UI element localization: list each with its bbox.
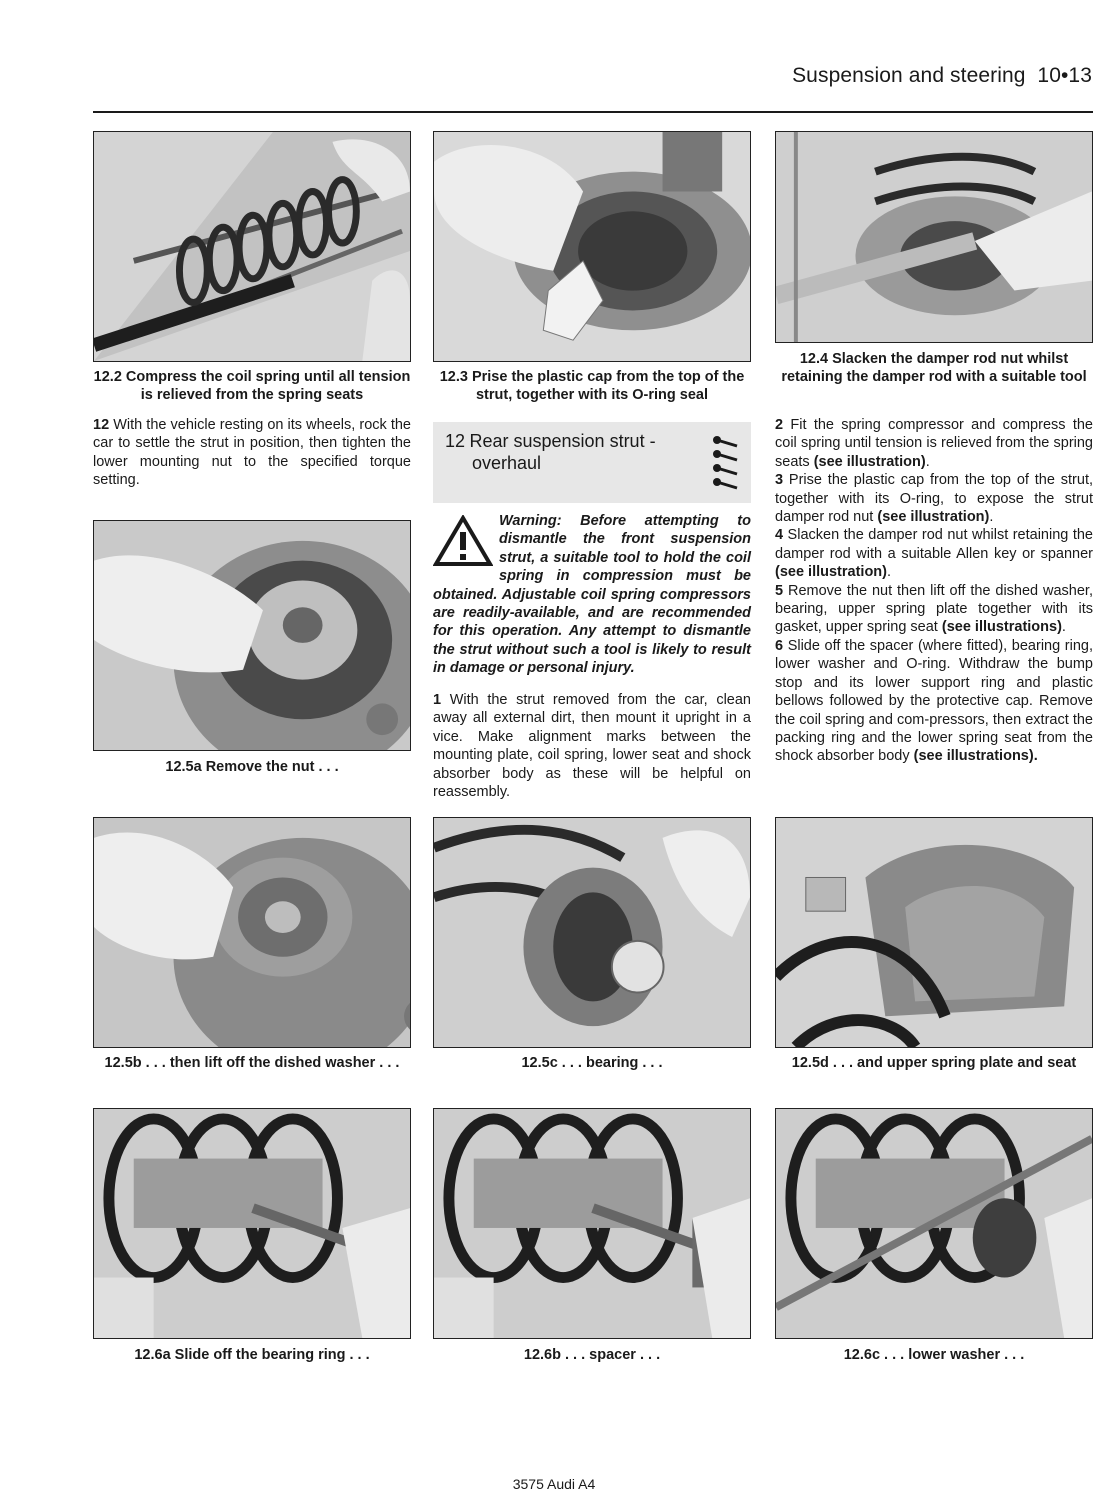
- page-number: 10•13: [1037, 64, 1092, 87]
- running-header: [792, 64, 1092, 88]
- section-title: Suspension and steering: [792, 64, 1026, 87]
- paragraph-12: [93, 416, 411, 490]
- paragraph-text: With the strut removed from the car, clean away all external dirt, then mount it upright in a vice. Make alignment marks between the mounting plate, coil spring, lower seat and shock absorber body as these will be helpful on reassembly.: [433, 692, 751, 801]
- paragraph-number: 12: [93, 417, 110, 433]
- photo-12-6a: [93, 1108, 411, 1339]
- paragraph-6: 6 Slide off the spacer (where fitted), bearing ring, lower washer and O-ring. Withdraw the bump stop and its lower support ring and plastic bellows followed by the protective cap. Remove the coil spring and com-pressors, then extract the packing ring and the lower spring seat from the shock absorber body (see illustrations).: [775, 637, 1093, 765]
- paragraph-3: 3 Prise the plastic cap from the top of the strut, together with its O-ring, to expose the strut damper rod nut (see illustration).: [775, 472, 1093, 526]
- caption-12-6a: 12.6a Slide off the bearing ring . . .: [134, 1347, 370, 1363]
- photo-12-4: [775, 131, 1093, 343]
- caption-12-6c: 12.6c . . . lower washer . . .: [843, 1347, 1025, 1363]
- caption-12-2: 12.2 Compress the coil spring until all tension is relieved from the spring seats: [93, 369, 411, 403]
- header-rule: [93, 111, 1093, 113]
- caption-12-4: 12.4 Slacken the damper rod nut whilst retaining the damper rod with a suitable tool: [781, 351, 1087, 385]
- caption-12-5c: 12.5c . . . bearing . . .: [521, 1055, 663, 1071]
- section-heading: [445, 431, 656, 475]
- caption-12-5d: 12.5d . . . and upper spring plate and seat: [791, 1055, 1077, 1071]
- warning-text: Warning: Before attempting to dismantle the front suspension strut, a suitable tool to hold the coil spring in compression must be obtained. Adjustable coil spring compressors are readily-available, and are recommended for this operation. Any attempt to dismantle the strut without such a tool is likely to result in damage or personal injury.: [433, 513, 751, 677]
- photo-12-5d: [775, 817, 1093, 1048]
- page-footer: 3575 Audi A4: [512, 1476, 596, 1492]
- caption-12-5b: 12.5b . . . then lift off the dished washer . . .: [104, 1055, 400, 1071]
- paragraph-number: 1: [433, 692, 442, 708]
- spanner-difficulty-icon: [711, 432, 743, 498]
- section-heading-box: [433, 422, 751, 503]
- caption-12-5a: 12.5a Remove the nut . . .: [165, 759, 339, 775]
- caption-12-6b: 12.6b . . . spacer . . .: [523, 1347, 661, 1363]
- paragraph-1: [433, 691, 751, 801]
- photo-12-6b: [433, 1108, 751, 1339]
- paragraph-4: 4 Slacken the damper rod nut whilst retaining the damper rod with a suitable Allen key or spanner (see illustration).: [775, 527, 1093, 581]
- photo-12-2: [93, 131, 411, 362]
- photo-12-5c: [433, 817, 751, 1048]
- section-subtitle: overhaul: [472, 453, 542, 473]
- section-title: Rear suspension strut -: [469, 431, 656, 451]
- right-column-text: [775, 416, 1093, 766]
- paragraph-5: 5 Remove the nut then lift off the dished washer, bearing, upper spring plate together with its gasket, upper spring seat (see illustrations).: [775, 582, 1093, 636]
- photo-12-5b: [93, 817, 411, 1048]
- caption-12-3: 12.3 Prise the plastic cap from the top of the strut, together with its O-ring seal: [439, 369, 745, 403]
- photo-12-3: [433, 131, 751, 362]
- paragraph-text: With the vehicle resting on its wheels, rock the car to settle the strut in position, then tighten the lower mounting nut to the specified torque setting.: [93, 417, 411, 489]
- photo-12-5a: [93, 520, 411, 751]
- photo-12-6c: [775, 1108, 1093, 1339]
- paragraph-2: 2 Fit the spring compressor and compress the coil spring until tension is relieved from the spring seats (see illustration).: [775, 417, 1093, 470]
- section-number: 12: [445, 431, 466, 451]
